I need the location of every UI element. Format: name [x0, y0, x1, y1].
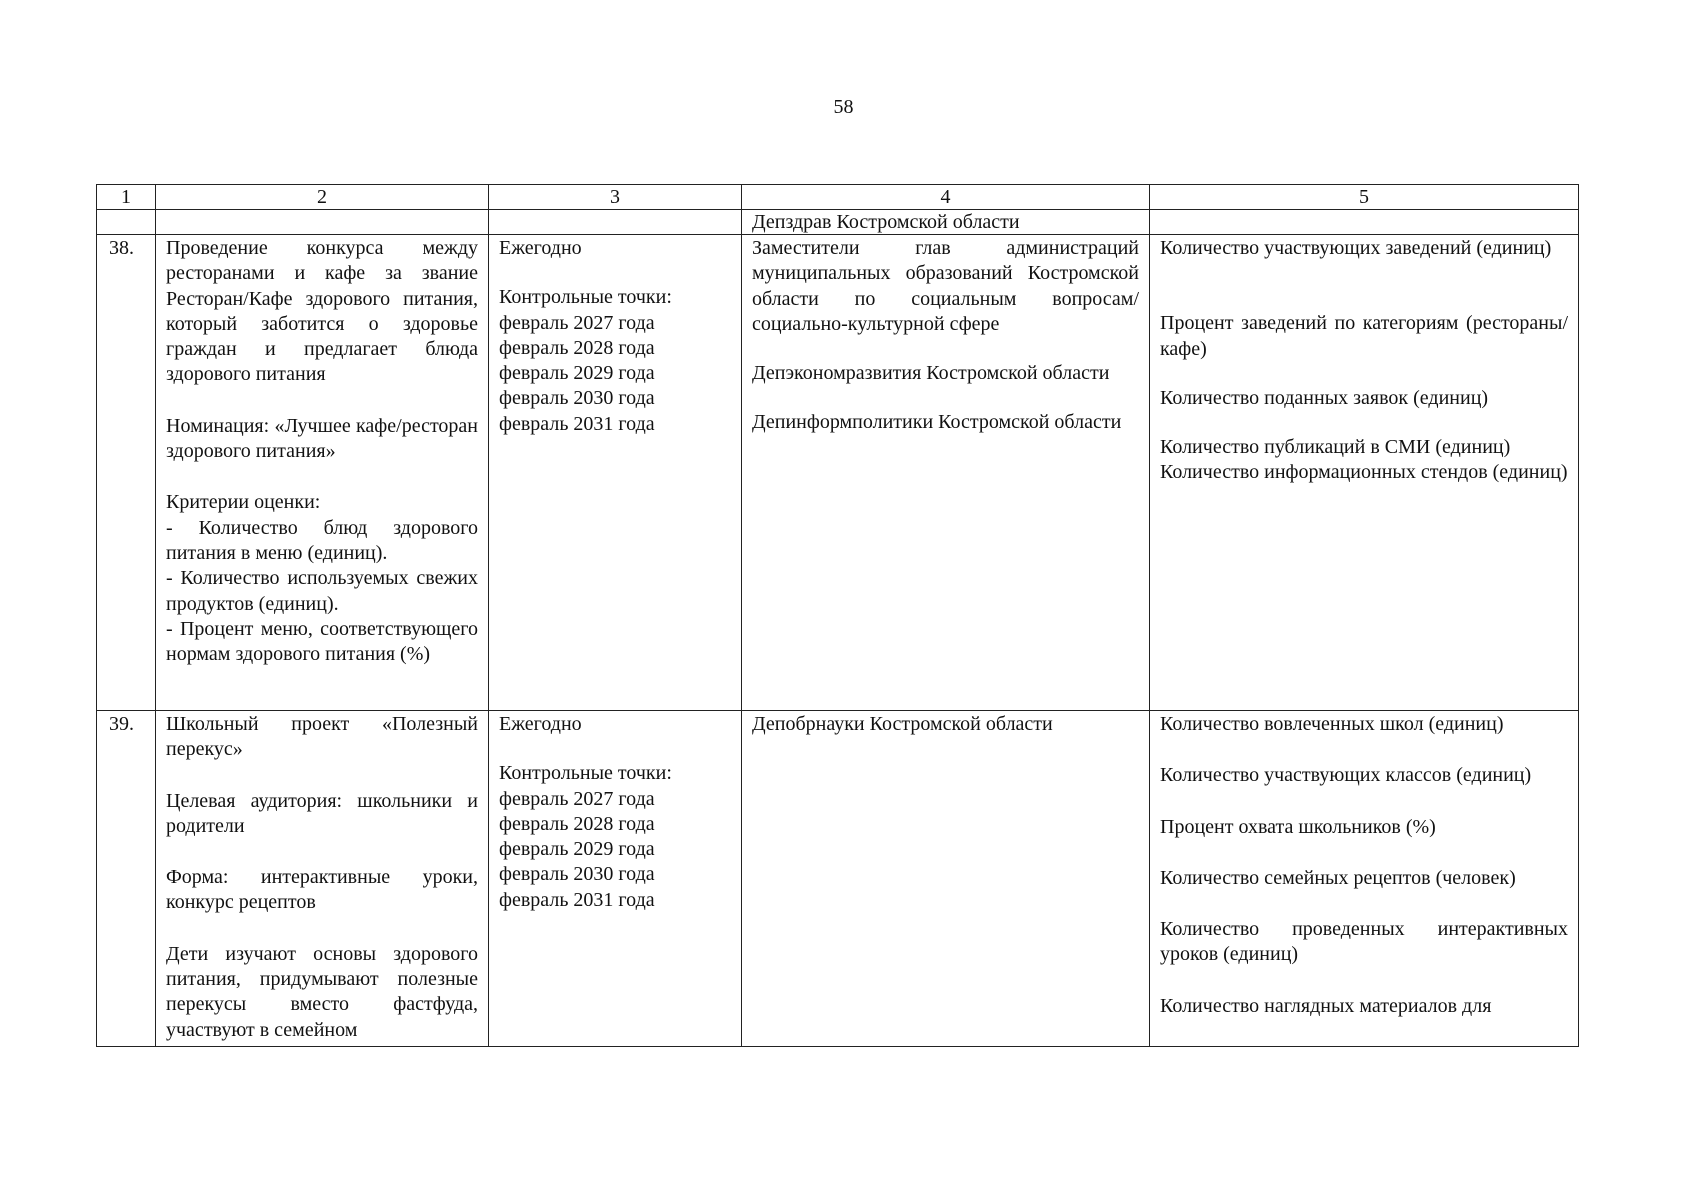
indicator: Процент охвата школьников (%) — [1160, 815, 1436, 838]
table-row — [97, 711, 1579, 1047]
criteria-item: - Процент меню, соответствующего нормам здорового питания (%) — [166, 617, 478, 666]
checkpoint-item: февраль 2029 года — [499, 362, 655, 385]
column-number-header: 4 — [742, 185, 1150, 210]
department-heading: Депздрав Костромской области — [742, 210, 1150, 235]
checkpoint-item: февраль 2027 года — [499, 787, 655, 810]
column-number-header: 3 — [489, 185, 742, 210]
indicator: Количество участвующих заведений (единиц) — [1160, 237, 1552, 259]
column-number-row — [97, 185, 1579, 210]
nomination-text: Номинация: «Лучшее кафе/ресторан здорового питания» — [166, 414, 478, 463]
checkpoint-item: февраль 2031 года — [499, 888, 655, 911]
indicator: Количество участвующих классов (единиц) — [1160, 764, 1532, 787]
measure-title: Проведение конкурса между ресторанами и кафе за звание Ресторан/Кафе здорового питания, который заботится о здоровье граждан и предлагает блюда здорового питания — [166, 237, 478, 386]
empty-cell — [97, 210, 156, 235]
criteria-title: Критерии оценки: — [166, 491, 321, 514]
column-number-header: 5 — [1150, 185, 1579, 210]
measure-description-cell — [156, 235, 489, 711]
row-number: 38. — [97, 235, 156, 711]
responsible-cell — [742, 711, 1150, 1047]
checkpoint-item: февраль 2029 года — [499, 838, 655, 861]
indicators-cell — [1150, 235, 1579, 711]
subheader-row — [97, 210, 1579, 235]
frequency-text: Ежегодно — [499, 237, 582, 259]
checkpoint-item: февраль 2028 года — [499, 812, 655, 835]
indicator: Количество информационных стендов (единиц) — [1160, 461, 1568, 484]
column-number-header: 1 — [97, 185, 156, 210]
checkpoint-item: февраль 2028 года — [499, 336, 655, 359]
empty-cell — [156, 210, 489, 235]
indicators-cell — [1150, 711, 1579, 1047]
format-text: Форма: интерактивные уроки, конкурс рецептов — [166, 866, 478, 914]
checkpoints-label: Контрольные точки: — [499, 762, 672, 785]
description-text: Дети изучают основы здорового питания, придумывают полезные перекусы вместо фастфуда, участвуют в семейном — [166, 942, 478, 1041]
timing-cell — [489, 711, 742, 1047]
checkpoints-label: Контрольные точки: — [499, 286, 672, 309]
indicator: Количество поданных заявок (единиц) — [1160, 386, 1489, 409]
responsible-party: Депобрнауки Костромской области — [752, 713, 1053, 735]
responsible-cell — [742, 235, 1150, 711]
column-number-header: 2 — [156, 185, 489, 210]
frequency-text: Ежегодно — [499, 713, 582, 735]
page-number: 58 — [833, 96, 854, 118]
measure-description-cell — [156, 711, 489, 1047]
indicator: Количество вовлеченных школ (единиц) — [1160, 713, 1504, 735]
responsible-party: Заместители глав администраций муниципальных образований Костромской области по социальным вопросам/ социально-культурной сфере — [752, 237, 1139, 335]
row-number: 39. — [97, 711, 156, 1047]
empty-cell — [1150, 210, 1579, 235]
measures-table — [96, 184, 1579, 1047]
checkpoint-item: февраль 2031 года — [499, 412, 655, 435]
criteria-item: - Количество блюд здорового питания в меню (единиц). — [166, 516, 478, 564]
indicator: Процент заведений по категориям (рестораны/кафе) — [1160, 312, 1568, 360]
indicator: Количество публикаций в СМИ (единиц) — [1160, 436, 1511, 459]
measure-title: Школьный проект «Полезный перекус» — [166, 713, 478, 761]
responsible-party: Депэкономразвития Костромской области — [752, 362, 1110, 385]
timing-cell — [489, 235, 742, 711]
indicator: Количество семейных рецептов (человек) — [1160, 866, 1516, 889]
checkpoint-item: февраль 2030 года — [499, 387, 655, 410]
indicator: Количество наглядных материалов для — [1160, 994, 1492, 1017]
checkpoint-item: февраль 2027 года — [499, 311, 655, 334]
criteria-item: - Количество используемых свежих продуктов (единиц). — [166, 567, 478, 615]
responsible-party: Депинформполитики Костромской области — [752, 411, 1122, 434]
target-audience-text: Целевая аудитория: школьники и родители — [166, 789, 478, 837]
checkpoint-item: февраль 2030 года — [499, 863, 655, 886]
empty-cell — [489, 210, 742, 235]
table-row — [97, 235, 1579, 711]
indicator: Количество проведенных интерактивных уроков (единиц) — [1160, 918, 1568, 966]
